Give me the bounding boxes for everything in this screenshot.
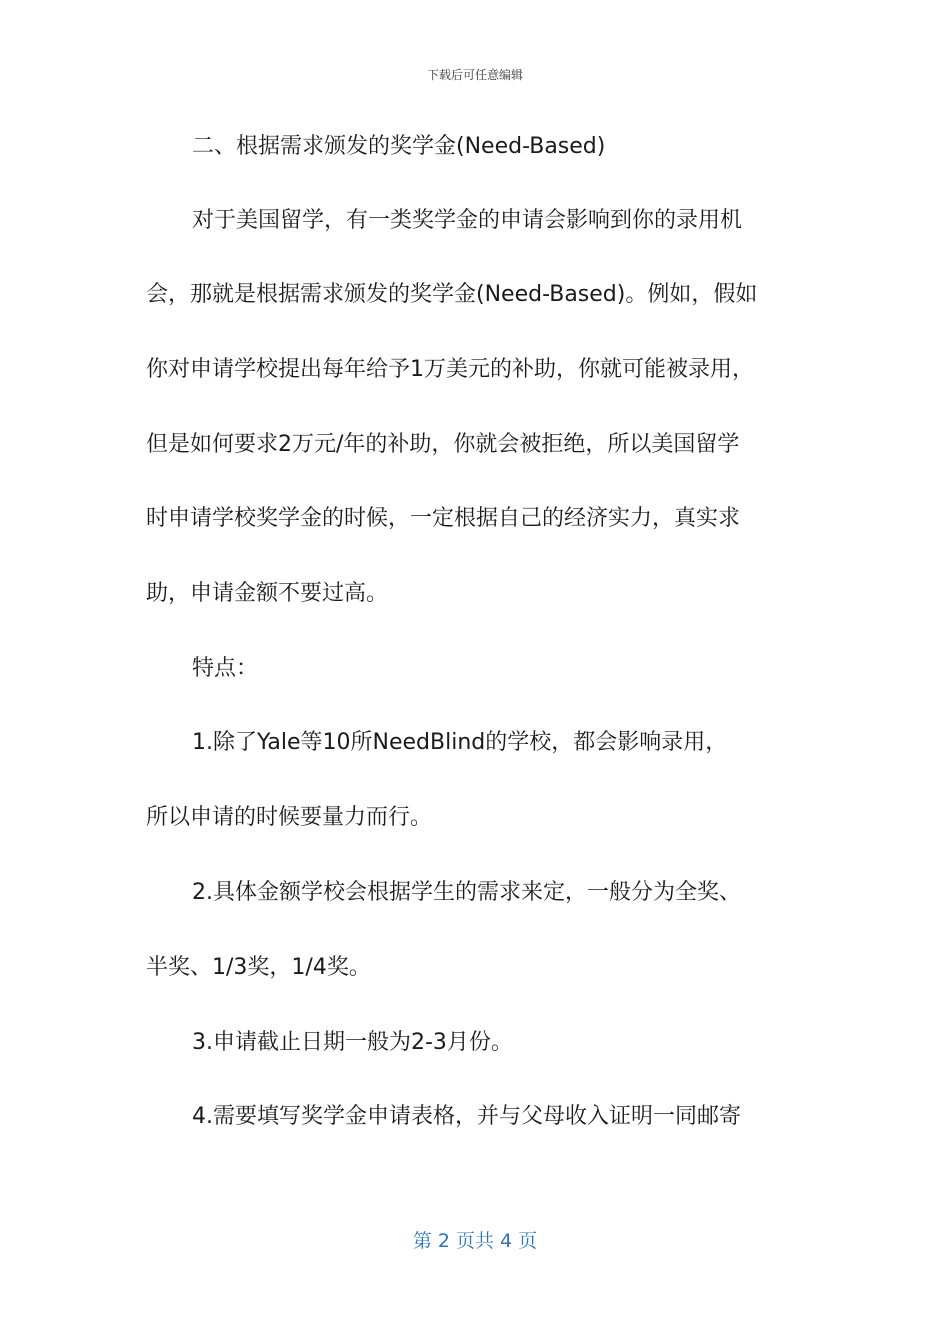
paragraph-line: 会，那就是根据需求颁发的奖学金(Need-Based)。例如，假如 bbox=[146, 282, 758, 307]
paragraph-line: 你对申请学校提出每年给予1万美元的补助，你就可能被录用， bbox=[146, 357, 754, 382]
page-header: 下载后可任意编辑 bbox=[426, 68, 523, 82]
paragraph-line: 助，申请金额不要过高。 bbox=[146, 581, 389, 606]
features-heading: 特点： bbox=[192, 656, 259, 681]
list-item-continuation: 所以申请的时候要量力而行。 bbox=[146, 805, 433, 830]
list-item: 2.具体金额学校会根据学生的需求来定，一般分为全奖、 bbox=[192, 880, 741, 905]
list-item: 1.除了Yale等10所NeedBlind的学校，都会影响录用， bbox=[192, 730, 728, 755]
paragraph-line: 时申请学校奖学金的时候，一定根据自己的经济实力，真实求 bbox=[146, 506, 741, 531]
page-number: 第 2 页共 4 页 bbox=[412, 1230, 538, 1252]
list-item-continuation: 半奖、1/3奖，1/4奖。 bbox=[146, 955, 371, 980]
list-item: 4.需要填写奖学金申请表格，并与父母收入证明一同邮寄 bbox=[192, 1104, 741, 1129]
section-heading: 二、根据需求颁发的奖学金(Need-Based) bbox=[192, 134, 606, 159]
paragraph-line: 但是如何要求2万元/年的补助，你就会被拒绝，所以美国留学 bbox=[146, 432, 740, 457]
list-item: 3.申请截止日期一般为2-3月份。 bbox=[192, 1030, 513, 1055]
paragraph-line: 对于美国留学，有一类奖学金的申请会影响到你的录用机 bbox=[192, 208, 743, 233]
